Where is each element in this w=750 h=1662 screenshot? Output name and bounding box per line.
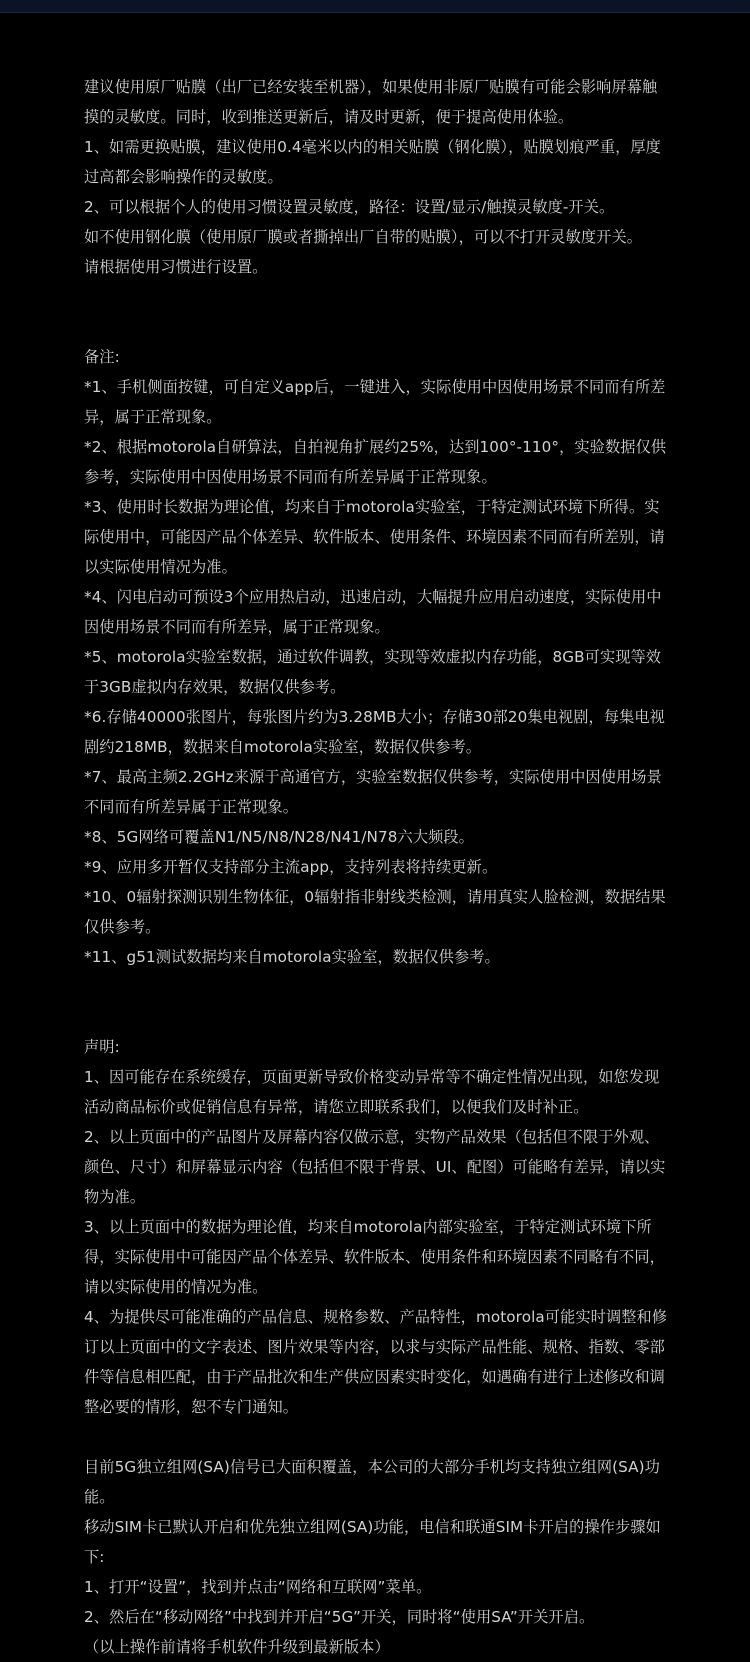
statement-item: 3、以上页面中的数据为理论值，均来自motorola内部实验室，于特定测试环境下所得，实际使用中可能因产品个体差异、软件版本、使用条件和环境因素不同略有不同，请以实际使用的情况为准。	[84, 1218, 665, 1296]
statement-heading: 声明:	[84, 1038, 120, 1056]
sa-step: 2、然后在“移动网络”中找到并开启“5G”开关，同时将“使用SA”开关开启。	[84, 1608, 595, 1626]
note-item: *4、闪电启动可预设3个应用热启动，迅速启动，大幅提升应用启动速度，实际使用中因使用场景不同而有所差异，属于正常现象。	[84, 588, 662, 636]
sa-step: 1、打开“设置”，找到并点击“网络和互联网”菜单。	[84, 1578, 432, 1596]
disclaimer-content	[84, 72, 670, 1662]
note-item: *7、最高主频2.2GHz来源于高通官方，实验室数据仅供参考，实际使用中因使用场景不同而有所差异属于正常现象。	[84, 768, 662, 816]
statement-section	[84, 1032, 670, 1422]
note-item: *8、5G网络可覆盖N1/N5/N8/N28/N41/N78六大频段。	[84, 828, 474, 846]
sa-5g-section	[84, 1452, 670, 1662]
intro-paragraph: 1、如需更换贴膜，建议使用0.4毫米以内的相关贴膜（钢化膜），贴膜划痕严重，厚度过高都会影响操作的灵敏度。	[84, 138, 661, 186]
intro-paragraph: 2、可以根据个人的使用习惯设置灵敏度，路径：设置/显示/触摸灵敏度-开关。	[84, 198, 615, 216]
intro-section	[84, 72, 670, 282]
intro-paragraph: 如不使用钢化膜（使用原厂膜或者撕掉出厂自带的贴膜），可以不打开灵敏度开关。	[84, 228, 643, 246]
statement-item: 4、为提供尽可能准确的产品信息、规格参数、产品特性，motorola可能实时调整和修订以上页面中的文字表述、图片效果等内容，以求与实际产品性能、规格、指数、零部件等信息相匹配，由于产品批次和生产供应因素实时变化，如遇确有进行上述修改和调整必要的情形，恕不专门通知。	[84, 1308, 668, 1416]
intro-paragraph: 请根据使用习惯进行设置。	[84, 258, 268, 276]
note-item: *11、g51测试数据均来自motorola实验室，数据仅供参考。	[84, 948, 500, 966]
note-item: *3、使用时长数据为理论值，均来自于motorola实验室，于特定测试环境下所得。实际使用中，可能因产品个体差异、软件版本、使用条件、环境因素不同而有所差别，请以实际使用情况为准。	[84, 498, 665, 576]
intro-paragraph: 建议使用原厂贴膜（出厂已经安装至机器），如果使用非原厂贴膜有可能会影响屏幕触摸的灵敏度。同时，收到推送更新后，请及时更新，便于提高使用体验。	[84, 78, 658, 126]
statement-item: 2、以上页面中的产品图片及屏幕内容仅做示意，实物产品效果（包括但不限于外观、颜色、尺寸）和屏幕显示内容（包括但不限于背景、UI、配图）可能略有差异，请以实物为准。	[84, 1128, 666, 1206]
sa-paragraph: 移动SIM卡已默认开启和优先独立组网(SA)功能，电信和联通SIM卡开启的操作步骤如下:	[84, 1518, 661, 1566]
note-item: *6.存储40000张图片，每张图片约为3.28MB大小；存储30部20集电视剧，每集电视剧约218MB，数据来自motorola实验室，数据仅供参考。	[84, 708, 665, 756]
note-item: *1、手机侧面按键，可自定义app后，一键进入，实际使用中因使用场景不同而有所差异，属于正常现象。	[84, 378, 666, 426]
top-bar	[0, 0, 750, 13]
note-item: *9、应用多开暂仅支持部分主流app，支持列表将持续更新。	[84, 858, 498, 876]
statement-item: 1、因可能存在系统缓存，页面更新导致价格变动异常等不确定性情况出现，如您发现活动商品标价或促销信息有异常，请您立即联系我们，以便我们及时补正。	[84, 1068, 660, 1116]
notes-section	[84, 342, 670, 972]
notes-heading: 备注:	[84, 348, 120, 366]
note-item: *2、根据motorola自研算法，自拍视角扩展约25%，达到100°-110°，实验数据仅供参考，实际使用中因使用场景不同而有所差异属于正常现象。	[84, 438, 667, 486]
note-item: *5、motorola实验室数据，通过软件调教，实现等效虚拟内存功能，8GB可实现等效于3GB虚拟内存效果，数据仅供参考。	[84, 648, 662, 696]
note-item: *10、0辐射探测识别生物体征，0辐射指非射线类检测，请用真实人脸检测，数据结果仅供参考。	[84, 888, 666, 936]
sa-paragraph: 目前5G独立组网(SA)信号已大面积覆盖，本公司的大部分手机均支持独立组网(SA)功能。	[84, 1458, 660, 1506]
sa-note: （以上操作前请将手机软件升级到最新版本）	[84, 1638, 390, 1656]
